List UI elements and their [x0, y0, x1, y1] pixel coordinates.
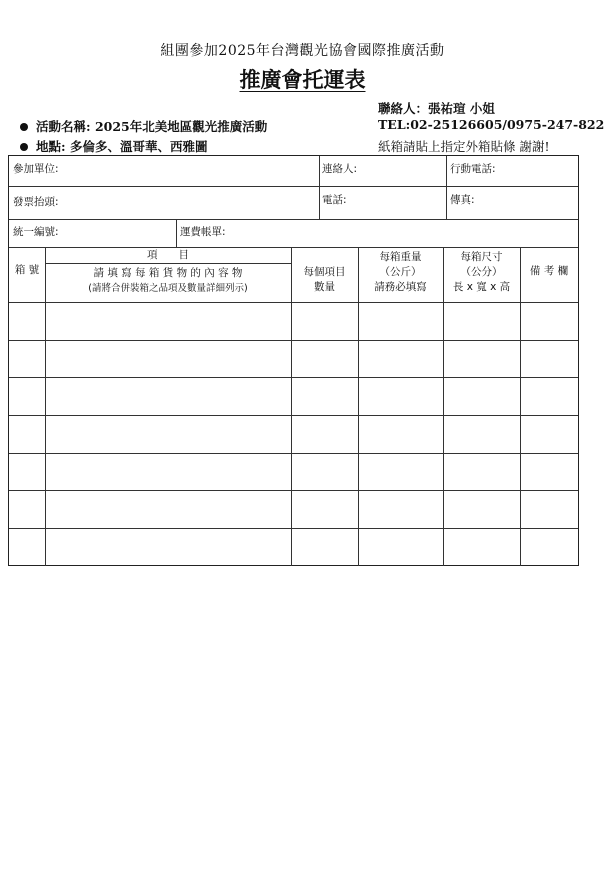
table-cell-remarks[interactable]	[520, 528, 578, 566]
phone-field[interactable]: 電話:	[322, 194, 347, 206]
col-header-size	[443, 250, 520, 295]
contact-person-info: 聯絡人：張祐瑄 小姐	[378, 101, 495, 116]
table-cell-remarks[interactable]	[520, 491, 578, 529]
table-row	[9, 302, 578, 340]
table-cell-qty[interactable]	[291, 302, 358, 340]
mobile-phone-field[interactable]: 行動電話:	[450, 163, 496, 175]
table-cell-box[interactable]	[9, 377, 45, 415]
contact-phone-info: TEL:02-25126605/0975-247-822	[378, 117, 605, 132]
table-cell-qty[interactable]	[291, 528, 358, 566]
table-cell-item[interactable]	[45, 377, 291, 415]
tax-id-field[interactable]: 統一編號:	[13, 226, 59, 238]
fax-field[interactable]: 傳真:	[450, 194, 475, 206]
grid-line	[45, 263, 291, 264]
table-row	[9, 528, 578, 566]
table-cell-box[interactable]	[9, 491, 45, 529]
bullet-icon	[20, 143, 28, 151]
col-header-qty-line1: 每個項目	[303, 266, 346, 278]
table-cell-qty[interactable]	[291, 377, 358, 415]
table-cell-item[interactable]	[45, 491, 291, 529]
table-cell-weight[interactable]	[358, 302, 443, 340]
table-cell-qty[interactable]	[291, 415, 358, 453]
table-cell-remarks[interactable]	[520, 302, 578, 340]
bullet-icon	[20, 123, 28, 131]
table-row	[9, 415, 578, 453]
form-title	[0, 64, 605, 94]
grid-line	[319, 156, 320, 219]
table-cell-box[interactable]	[9, 528, 45, 566]
grid-line	[446, 156, 447, 219]
activity-location-text: 地點: 多倫多、溫哥華、西雅圖	[36, 139, 208, 154]
table-cell-qty[interactable]	[291, 340, 358, 378]
activity-name	[20, 117, 267, 135]
col-header-remarks: 備 考 欄	[529, 265, 569, 277]
table-cell-remarks[interactable]	[520, 340, 578, 378]
table-cell-size[interactable]	[443, 491, 520, 529]
activity-name-text: 活動名稱: 2025年北美地區觀光推廣活動	[36, 119, 268, 134]
table-cell-box[interactable]	[9, 415, 45, 453]
table-cell-weight[interactable]	[358, 528, 443, 566]
form-title-text: 推廣會托運表	[239, 67, 366, 92]
col-header-weight-line3: 請務必填寫	[374, 281, 427, 293]
col-header-item-instruction: 請 填 寫 每 箱 貨 物 的 內 容 物	[93, 267, 243, 279]
activity-location	[20, 137, 207, 155]
table-row	[9, 377, 578, 415]
table-cell-size[interactable]	[443, 528, 520, 566]
table-cell-weight[interactable]	[358, 340, 443, 378]
contact-person-field[interactable]: 連絡人:	[322, 163, 358, 175]
col-header-item-note: (請將合併裝箱之品項及數量詳細列示)	[88, 283, 248, 294]
table-cell-weight[interactable]	[358, 491, 443, 529]
participant-unit-field[interactable]: 參加單位:	[13, 163, 59, 175]
table-cell-item[interactable]	[45, 453, 291, 491]
table-cell-remarks[interactable]	[520, 415, 578, 453]
table-cell-item[interactable]	[45, 415, 291, 453]
col-header-item: 項 目	[147, 249, 189, 261]
col-header-weight-line2: （公斤）	[379, 266, 422, 278]
table-cell-box[interactable]	[9, 340, 45, 378]
table-cell-weight[interactable]	[358, 453, 443, 491]
table-cell-size[interactable]	[443, 340, 520, 378]
table-cell-box[interactable]	[9, 453, 45, 491]
col-header-box-no: 箱 號	[14, 264, 40, 276]
table-cell-item[interactable]	[45, 302, 291, 340]
table-cell-weight[interactable]	[358, 377, 443, 415]
table-cell-size[interactable]	[443, 453, 520, 491]
table-cell-qty[interactable]	[291, 453, 358, 491]
col-header-size-line3: 長 x 寬 x 高	[452, 281, 511, 293]
table-cell-size[interactable]	[443, 377, 520, 415]
table-row	[9, 453, 578, 491]
table-cell-size[interactable]	[443, 415, 520, 453]
table-cell-size[interactable]	[443, 302, 520, 340]
grid-line	[9, 186, 578, 187]
shipping-form	[8, 155, 579, 566]
table-cell-qty[interactable]	[291, 491, 358, 529]
col-header-size-line1: 每箱尺寸	[460, 251, 503, 263]
col-header-weight-line1: 每箱重量	[379, 251, 422, 263]
col-header-qty-line2: 數量	[314, 281, 335, 293]
col-header-size-line2: （公分）	[460, 266, 503, 278]
grid-line	[9, 219, 578, 220]
table-cell-item[interactable]	[45, 528, 291, 566]
grid-line	[176, 219, 177, 247]
table-cell-weight[interactable]	[358, 415, 443, 453]
invoice-title-field[interactable]: 發票抬頭:	[13, 196, 59, 208]
table-cell-remarks[interactable]	[520, 453, 578, 491]
col-header-weight	[358, 250, 443, 295]
table-cell-item[interactable]	[45, 340, 291, 378]
freight-account-field[interactable]: 運費帳單:	[180, 226, 226, 238]
table-row	[9, 340, 578, 378]
table-row	[9, 491, 578, 529]
form-subtitle: 組團參加2025年台灣觀光協會國際推廣活動	[160, 43, 445, 59]
col-header-qty	[291, 265, 358, 295]
table-cell-remarks[interactable]	[520, 377, 578, 415]
box-label-note: 紙箱請貼上指定外箱貼條 謝謝!	[378, 139, 550, 154]
table-cell-box[interactable]	[9, 302, 45, 340]
